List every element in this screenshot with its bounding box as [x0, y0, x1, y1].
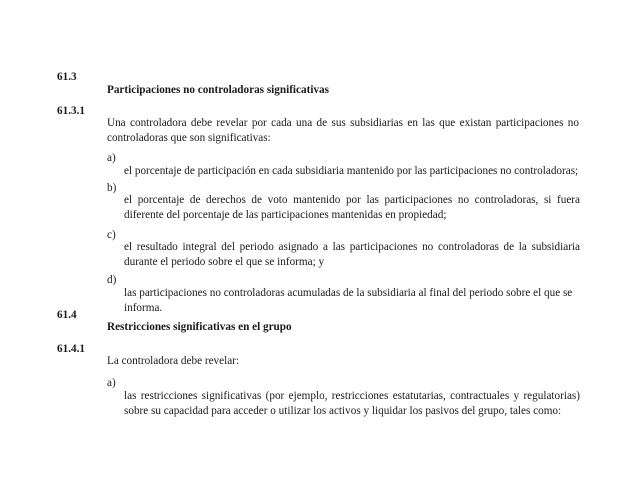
item-label-61-3-1-a: a) [107, 152, 116, 164]
section-number-61-3: 61.3 [57, 71, 77, 83]
item-text-61-3-1-c: el resultado integral del periodo asignado a las participaciones no controladoras de la subsidiaria durante el periodo sobre el que se informa; y [124, 241, 580, 268]
section-number-61-3-1: 61.3.1 [57, 105, 85, 117]
item-label-61-3-1-c: c) [107, 229, 116, 241]
section-number-61-4-1: 61.4.1 [57, 343, 85, 355]
section-intro-61-3-1: Una controladora debe revelar por cada una de sus subsidiarias en las que existan participaciones no controladoras que son significativas: [107, 117, 579, 144]
item-text-61-3-1-d: las participaciones no controladoras acumuladas de la subsidiaria al final del periodo sobre el que se informa. [124, 287, 573, 314]
section-number-61-4: 61.4 [57, 309, 77, 321]
item-text-61-4-1-a: las restricciones significativas (por ejemplo, restricciones estatutarias, contractuales y regulatorias) sobre su capacidad para acceder o utilizar los activos y liquidar los pasivos del grupo, tales como: [124, 390, 580, 417]
section-title-61-3: Participaciones no controladoras significativas [107, 84, 329, 96]
item-text-61-3-1-b: el porcentaje de derechos de voto mantenido por las participaciones no controladoras, si fuera diferente del porcentaje de las participaciones mantenidas en propiedad; [124, 194, 580, 221]
item-label-61-4-1-a: a) [107, 377, 116, 389]
section-intro-61-4-1: La controladora debe revelar: [107, 355, 239, 367]
item-label-61-3-1-b: b) [107, 182, 117, 194]
item-label-61-3-1-d: d) [107, 274, 117, 286]
section-title-61-4: Restricciones significativas en el grupo [107, 321, 292, 333]
item-text-61-3-1-a: el porcentaje de participación en cada subsidiaria mantenido por las participaciones no controladoras; [124, 165, 579, 177]
